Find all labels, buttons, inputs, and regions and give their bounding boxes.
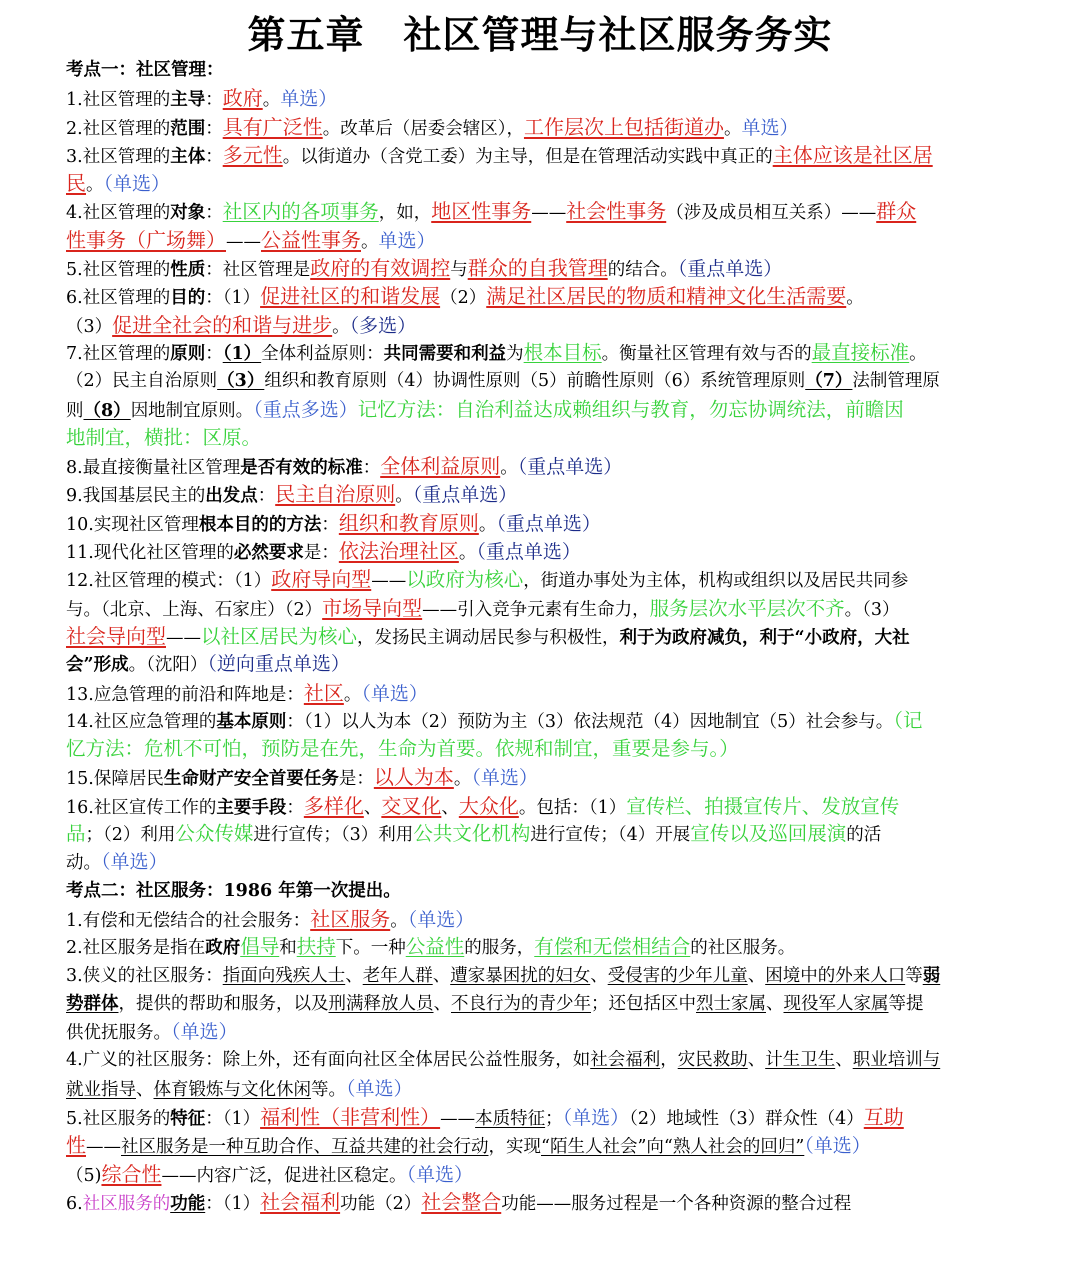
text-segment: ：社区管理是 bbox=[205, 260, 311, 281]
text-segment: 。包括：（1） bbox=[518, 797, 627, 818]
text-segment: 社区服务是一种互助合作、互益共建的社会行动 bbox=[121, 1137, 489, 1158]
text-segment: 。 bbox=[846, 288, 864, 309]
text-segment: ：（1） bbox=[205, 1108, 261, 1129]
text-segment: （单选） bbox=[804, 1135, 871, 1158]
text-segment: ， bbox=[660, 1050, 678, 1071]
text-segment: 多元性 bbox=[222, 142, 283, 167]
text-segment: （3） bbox=[217, 371, 265, 392]
text-segment: 12.社区管理的模式：（1） bbox=[66, 571, 272, 592]
text-segment: 互助 bbox=[863, 1104, 904, 1129]
text-segment: 不良行为的青少年 bbox=[451, 993, 591, 1014]
text-segment: 最直接标准 bbox=[811, 340, 910, 364]
text-segment: 政府的有效调控 bbox=[310, 256, 451, 281]
text-segment: 、 bbox=[590, 965, 608, 986]
text-segment: 公共文化机构 bbox=[413, 822, 531, 846]
text-line bbox=[66, 848, 1012, 876]
text-segment: 9.我国基层民主的 bbox=[66, 486, 206, 507]
text-segment: 困境中的外来人口 bbox=[765, 965, 906, 986]
text-segment: 考点二：社区服务：1986 年第一次提出。 bbox=[66, 880, 401, 901]
text-segment: 。 bbox=[723, 118, 742, 139]
text-segment: 本质特征 bbox=[475, 1108, 546, 1129]
text-segment: 13.应急管理的前沿和阵地是： bbox=[66, 684, 304, 705]
text-segment: 。衡量社区管理有效与否的 bbox=[601, 343, 812, 364]
text-segment: 。 bbox=[361, 231, 379, 252]
text-segment: （重点单选） bbox=[517, 456, 623, 479]
text-segment: （单选） bbox=[346, 1077, 413, 1100]
text-segment: 、 bbox=[345, 965, 363, 986]
text-segment: ——引入竞争元素有生命力， bbox=[422, 599, 650, 620]
text-segment: （重点单选） bbox=[476, 541, 581, 564]
text-segment: （记 bbox=[893, 708, 923, 732]
text-segment: 2.社区服务是指在 bbox=[66, 938, 206, 959]
text-line bbox=[66, 1075, 1012, 1103]
text-segment: 市场导向型 bbox=[322, 595, 423, 620]
text-segment: 公益性事务 bbox=[261, 227, 361, 252]
text-segment: ： bbox=[362, 458, 381, 479]
text-segment: （多选） bbox=[349, 314, 417, 337]
text-segment: （1） bbox=[222, 343, 262, 364]
text-segment: （单选） bbox=[562, 1106, 630, 1129]
text-segment: 政府 bbox=[205, 938, 241, 959]
document-body bbox=[66, 56, 1012, 1216]
text-segment: 是： bbox=[303, 543, 339, 564]
text-segment: ； bbox=[545, 1108, 563, 1129]
text-line bbox=[66, 480, 1012, 508]
text-segment: 单选） bbox=[280, 88, 338, 111]
text-segment: 社会福利 bbox=[260, 1189, 341, 1214]
text-segment: 。 bbox=[500, 458, 518, 479]
text-segment: ；（2）利用 bbox=[85, 825, 176, 846]
text-line bbox=[66, 990, 1012, 1018]
text-segment: 10.实现社区管理 bbox=[66, 514, 199, 535]
text-segment: （重点单选） bbox=[412, 484, 518, 507]
text-segment: 、 bbox=[441, 797, 459, 818]
text-segment: 原则 bbox=[170, 343, 206, 364]
text-line bbox=[66, 763, 1012, 791]
text-segment: 8.最直接衡量社区管理 bbox=[66, 458, 241, 479]
text-segment: （单选） bbox=[471, 767, 538, 790]
text-segment: 有偿和无偿相结合 bbox=[534, 935, 691, 959]
text-segment: 社区内的各项事务 bbox=[222, 200, 379, 224]
text-segment: 社会福利 bbox=[590, 1050, 661, 1071]
text-segment: 福利性（非营利性） bbox=[260, 1104, 441, 1129]
text-segment: （单选） bbox=[406, 1163, 473, 1186]
text-line bbox=[66, 1160, 1012, 1188]
text-segment: 地制宜，横批：区原。 bbox=[66, 425, 262, 449]
text-segment: 14.社区应急管理的 bbox=[66, 711, 217, 732]
text-segment: 品 bbox=[66, 822, 86, 846]
text-segment: ：（1）以人为本（2）预防为主（3）依法规范（4）因地制宜（5）社会参与。 bbox=[286, 711, 894, 732]
text-segment: 扶持 bbox=[296, 935, 336, 959]
text-segment: 弱 bbox=[922, 965, 941, 986]
text-line bbox=[66, 962, 1012, 990]
text-line bbox=[66, 84, 1012, 112]
text-segment: 根本目标 bbox=[523, 340, 602, 364]
text-segment: 性事务（广场舞） bbox=[66, 227, 226, 252]
text-segment: ： bbox=[257, 486, 276, 507]
text-segment: 4.社区管理的 bbox=[66, 203, 171, 224]
text-line bbox=[66, 113, 1012, 141]
text-segment: —— bbox=[226, 231, 261, 252]
text-segment: 必然要求 bbox=[233, 543, 304, 564]
text-segment: 。 bbox=[395, 486, 413, 507]
text-line bbox=[66, 537, 1012, 565]
text-segment: 主导 bbox=[170, 90, 206, 111]
text-segment: 的结合。 bbox=[607, 260, 678, 281]
text-segment: ： bbox=[205, 118, 223, 139]
text-segment: ： bbox=[205, 203, 223, 224]
text-line bbox=[66, 56, 1012, 84]
text-line bbox=[66, 311, 1012, 339]
text-segment: 忆方法：危机不可怕，预防是在先，生命为首要。依规和制宜，重要是参与。） bbox=[66, 737, 739, 761]
text-segment: —— bbox=[86, 1137, 121, 1158]
text-line bbox=[66, 877, 1012, 905]
text-segment: 性 bbox=[66, 1133, 86, 1158]
text-segment: （2） bbox=[440, 288, 487, 309]
text-segment: ： bbox=[205, 90, 223, 111]
text-segment: 交叉化 bbox=[381, 793, 442, 818]
text-segment: 刑满释放人员 bbox=[328, 993, 434, 1014]
text-segment: 现役军人家属 bbox=[783, 993, 889, 1014]
text-segment: 单选） bbox=[741, 116, 799, 139]
text-segment: 性质 bbox=[170, 260, 206, 281]
text-segment: 体育锻炼与文化休闲 bbox=[153, 1079, 311, 1100]
text-segment: 因地制宜原则。 bbox=[130, 400, 254, 421]
text-segment: 灾民救助 bbox=[677, 1050, 748, 1071]
text-segment: 的服务， bbox=[464, 938, 535, 959]
page-title: 第五章 社区管理与社区服务务实 bbox=[247, 12, 833, 57]
text-segment: 、 bbox=[136, 1079, 154, 1100]
text-segment: 等提 bbox=[888, 993, 924, 1014]
text-segment: （单选） bbox=[101, 851, 168, 874]
text-segment: 具有广泛性 bbox=[222, 114, 323, 139]
text-segment: （重点单选） bbox=[677, 258, 783, 281]
text-line bbox=[66, 339, 1012, 367]
text-segment: 主要手段 bbox=[216, 797, 287, 818]
text-segment: 。改革后（居委会辖区）， bbox=[322, 118, 524, 139]
text-segment: （涉及成员相互关系）—— bbox=[666, 203, 877, 224]
text-segment: 社区服务的 bbox=[82, 1193, 171, 1214]
text-segment: 。 bbox=[909, 343, 927, 364]
text-segment: 宣传以及巡回展演 bbox=[690, 822, 847, 846]
text-segment: ： bbox=[205, 343, 223, 364]
text-segment: ；还包括区中 bbox=[591, 993, 696, 1014]
text-line bbox=[66, 282, 1012, 310]
text-segment: 16.社区宣传工作的 bbox=[66, 797, 217, 818]
text-segment: 。 bbox=[86, 175, 104, 196]
text-segment: 多样化 bbox=[303, 793, 364, 818]
text-segment: 15.保障居民 bbox=[66, 769, 164, 790]
text-segment: ，街道办事处为主体，机构或组织以及居民共同参 bbox=[523, 571, 909, 592]
text-segment: 社会导向型 bbox=[66, 623, 166, 648]
text-segment: 5.社区服务的 bbox=[66, 1108, 171, 1129]
text-segment: 以政府为核心 bbox=[406, 568, 524, 592]
text-segment: 利于为政府减负，利于“小政府，大社 bbox=[619, 627, 910, 648]
text-segment: （单选） bbox=[361, 682, 428, 705]
text-segment: 、 bbox=[835, 1050, 853, 1071]
text-segment: 。（3） bbox=[844, 599, 900, 620]
text-segment: 公众传媒 bbox=[175, 822, 254, 846]
text-segment: 2.社区管理的 bbox=[66, 118, 171, 139]
text-line bbox=[66, 933, 1012, 961]
text-segment: 。 bbox=[458, 543, 477, 564]
text-segment: 社会整合 bbox=[421, 1189, 502, 1214]
text-line bbox=[66, 650, 1012, 678]
text-segment: 的活 bbox=[846, 825, 882, 846]
text-segment: 主体 bbox=[170, 146, 206, 167]
text-segment: 全体利益原则： bbox=[261, 343, 384, 364]
text-segment: —— bbox=[371, 571, 407, 592]
text-segment: 。以街道办（含党工委）为主导，但是在管理活动实践中真正的 bbox=[282, 146, 773, 167]
text-segment: （2）地域性（3）群众性（4） bbox=[629, 1108, 864, 1129]
text-segment: ，发扬民主调动居民参与积极性， bbox=[357, 627, 620, 648]
text-segment: 以社区居民为核心 bbox=[201, 624, 358, 648]
text-line bbox=[66, 679, 1012, 707]
text-segment: 等 bbox=[905, 965, 923, 986]
text-segment: 。 bbox=[390, 910, 408, 931]
text-segment: 政府 bbox=[222, 86, 263, 111]
text-line bbox=[66, 820, 1012, 848]
text-line bbox=[66, 622, 1012, 650]
text-segment: 促进社区的和谐发展 bbox=[260, 284, 441, 309]
text-line bbox=[66, 1018, 1012, 1046]
text-segment: 就业指导 bbox=[66, 1079, 136, 1100]
text-segment: 。 bbox=[262, 90, 281, 111]
text-segment: 社区服务 bbox=[310, 906, 391, 931]
text-segment: 公益性 bbox=[405, 935, 465, 959]
text-segment: 、 bbox=[363, 797, 382, 818]
text-segment: 1.有偿和无偿结合的社会服务： bbox=[66, 910, 311, 931]
text-segment: 功能（2） bbox=[340, 1193, 422, 1214]
text-segment: 下。一种 bbox=[335, 938, 406, 959]
text-segment: 特征 bbox=[170, 1108, 206, 1129]
text-segment: 与 bbox=[450, 260, 468, 281]
text-segment: 为 bbox=[506, 343, 524, 364]
text-line bbox=[66, 1188, 1012, 1216]
text-segment: —— bbox=[166, 627, 201, 648]
text-segment: ： bbox=[286, 797, 304, 818]
text-segment: 供优抚服务。 bbox=[66, 1023, 171, 1044]
text-segment: 群众的自我管理 bbox=[467, 256, 608, 281]
text-segment: 烈士家属 bbox=[696, 993, 766, 1014]
text-segment: ，提供的帮助和服务，以及 bbox=[118, 993, 329, 1014]
text-line bbox=[66, 565, 1012, 593]
text-segment: ——内容广泛，促进社区稳定。 bbox=[161, 1165, 407, 1186]
text-segment: 社区 bbox=[303, 680, 344, 705]
text-segment: 目的 bbox=[170, 288, 206, 309]
text-segment: —— bbox=[531, 203, 567, 224]
text-segment: 动。 bbox=[66, 853, 101, 874]
text-line bbox=[66, 169, 1012, 197]
text-line bbox=[66, 594, 1012, 622]
text-segment: 组织和教育原则（4）协调性原则（5）前瞻性原则（6）系统管理原则 bbox=[264, 371, 806, 392]
text-line bbox=[66, 141, 1012, 169]
text-segment: 1.社区管理的 bbox=[66, 90, 171, 111]
text-segment: 宣传栏、拍摄宣传片、发放宣传 bbox=[626, 794, 900, 818]
text-line bbox=[66, 905, 1012, 933]
text-segment: 势群体 bbox=[66, 993, 119, 1014]
text-segment: （逆向重点单选） bbox=[207, 653, 350, 676]
text-segment: （5) bbox=[66, 1165, 102, 1186]
text-segment: （单选） bbox=[171, 1021, 238, 1044]
text-segment: （2）民主自治原则 bbox=[66, 371, 218, 392]
text-segment: 以人为本 bbox=[373, 765, 454, 790]
text-segment: 、 bbox=[747, 965, 766, 986]
text-segment: 。 bbox=[453, 769, 472, 790]
text-segment: 功能 bbox=[170, 1193, 206, 1214]
text-segment: 主体应该是社区居 bbox=[772, 142, 933, 167]
text-segment: 受侵害的少年儿童 bbox=[607, 965, 748, 986]
text-segment: 和 bbox=[279, 938, 297, 959]
text-segment: 根本目的的方法 bbox=[198, 514, 322, 535]
text-segment: 、 bbox=[747, 1050, 766, 1071]
text-segment: 民主自治原则 bbox=[275, 482, 396, 507]
text-segment: 大众化 bbox=[458, 793, 519, 818]
text-line bbox=[66, 1131, 1012, 1159]
text-segment: 5.社区管理的 bbox=[66, 260, 171, 281]
text-segment: 全体利益原则 bbox=[380, 454, 501, 479]
text-segment: 综合性 bbox=[101, 1161, 162, 1186]
text-segment: —— bbox=[440, 1108, 476, 1129]
text-segment: （单选） bbox=[103, 173, 171, 196]
text-line bbox=[66, 367, 1012, 395]
text-segment: ，实现 bbox=[488, 1137, 541, 1158]
text-segment: 6. bbox=[66, 1193, 83, 1214]
text-segment: “陌生人社会”向“熟人社会的回归” bbox=[541, 1137, 805, 1158]
text-segment: 基本原则 bbox=[216, 711, 287, 732]
text-segment: 范围 bbox=[170, 118, 206, 139]
text-segment: 满足社区居民的物质和精神文化生活需要 bbox=[486, 284, 847, 309]
text-segment: 法制管理原 bbox=[852, 371, 940, 392]
text-segment: 依法治理社区 bbox=[338, 539, 459, 564]
text-segment: 6.社区管理的 bbox=[66, 288, 171, 309]
text-segment: 4.广义的社区服务：除上外，还有面向社区全体居民公益性服务，如 bbox=[66, 1050, 591, 1071]
text-segment: ： bbox=[205, 146, 223, 167]
text-segment: 出发点 bbox=[205, 486, 258, 507]
text-segment: 是否有效的标准 bbox=[240, 458, 363, 479]
text-line bbox=[66, 1103, 1012, 1131]
text-segment: 单选） bbox=[378, 229, 436, 252]
text-segment: 共同需要和利益 bbox=[383, 343, 507, 364]
text-segment: 群众 bbox=[876, 199, 917, 224]
text-segment: 民 bbox=[66, 171, 86, 196]
text-segment: 。 bbox=[478, 514, 497, 535]
text-segment: （单选） bbox=[407, 908, 475, 931]
text-segment: 遭家暴困扰的妇女 bbox=[450, 965, 591, 986]
text-segment: 服务层次水平层次不齐 bbox=[649, 596, 845, 620]
text-segment: 生命财产安全首要任务 bbox=[163, 769, 339, 790]
text-segment: 会”形成 bbox=[66, 655, 129, 676]
text-segment: 、 bbox=[766, 993, 784, 1014]
text-segment: 等。 bbox=[311, 1079, 346, 1100]
text-segment: （7） bbox=[805, 371, 853, 392]
text-segment: ： bbox=[321, 514, 339, 535]
text-line bbox=[66, 452, 1012, 480]
text-line bbox=[66, 1046, 1012, 1074]
text-segment: 功能——服务过程是一个各种资源的整合过程 bbox=[501, 1193, 852, 1214]
text-segment: 工作层次上包括街道办 bbox=[523, 114, 724, 139]
text-segment: （重点单选） bbox=[496, 512, 601, 535]
text-line bbox=[66, 792, 1012, 820]
text-line bbox=[66, 226, 1012, 254]
text-segment: ，如， bbox=[378, 203, 432, 224]
text-segment: 促进全社会的和谐与进步 bbox=[112, 312, 333, 337]
text-segment: 组织和教育原则 bbox=[338, 510, 479, 535]
text-segment: 考点一：社区管理： bbox=[66, 60, 224, 80]
text-segment: 11.现代化社区管理的 bbox=[66, 543, 234, 564]
text-line bbox=[66, 707, 1012, 735]
text-segment: 计生卫生 bbox=[765, 1050, 836, 1071]
text-segment: ：（1） bbox=[205, 288, 261, 309]
text-line bbox=[66, 197, 1012, 225]
text-segment: 职业培训与 bbox=[852, 1050, 941, 1071]
text-segment: 地区性事务 bbox=[431, 199, 532, 224]
text-segment: 。（沈阳） bbox=[128, 655, 208, 676]
text-segment: 社会性事务 bbox=[566, 199, 667, 224]
text-segment: 记忆方法：自治利益达成赖组织与教育，勿忘协调统法，前瞻因 bbox=[357, 397, 904, 421]
text-segment: 政府导向型 bbox=[271, 567, 372, 592]
text-segment: 进行宣传；（4）开展 bbox=[530, 825, 691, 846]
text-segment: 。 bbox=[343, 684, 362, 705]
text-segment: 3.社区管理的 bbox=[66, 146, 171, 167]
text-segment: 的社区服务。 bbox=[690, 938, 796, 959]
text-segment: 则 bbox=[66, 400, 84, 421]
text-segment: 对象 bbox=[170, 203, 206, 224]
text-segment: 与。（北京、上海、石家庄）（2） bbox=[66, 599, 323, 620]
text-segment: ：（1） bbox=[205, 1193, 261, 1214]
text-segment: 7.社区管理的 bbox=[66, 343, 171, 364]
text-segment: （8） bbox=[83, 400, 131, 421]
text-line bbox=[66, 396, 1012, 424]
text-segment: 3.侠义的社区服务： bbox=[66, 965, 223, 986]
text-segment: （3） bbox=[66, 316, 113, 337]
text-segment: 是： bbox=[338, 769, 374, 790]
text-segment: 进行宣传；（3）利用 bbox=[253, 825, 414, 846]
text-segment: 倡导 bbox=[240, 935, 280, 959]
text-line bbox=[66, 509, 1012, 537]
text-segment: 老年人群 bbox=[362, 965, 433, 986]
text-segment: 指面向残疾人士 bbox=[222, 965, 346, 986]
text-line bbox=[66, 254, 1012, 282]
text-line bbox=[66, 424, 1012, 452]
text-segment: 。 bbox=[332, 316, 350, 337]
text-segment: 、 bbox=[433, 993, 451, 1014]
text-segment: 、 bbox=[432, 965, 451, 986]
text-line bbox=[66, 735, 1012, 763]
text-segment: （重点多选） bbox=[253, 398, 358, 421]
